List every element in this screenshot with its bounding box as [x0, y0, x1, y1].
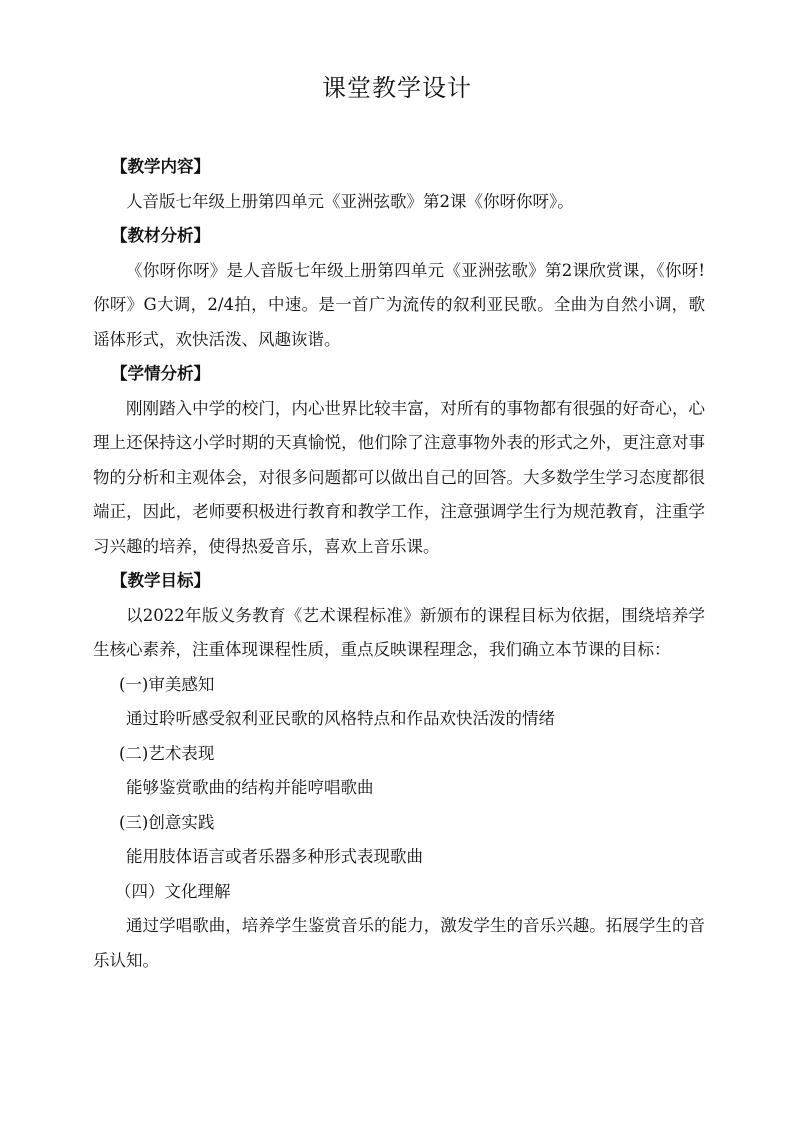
goal-label-cultural: （四）文化理解 [115, 881, 231, 901]
material-analysis-text: 《你呀你呀》是人音版七年级上册第四单元《亚洲弦歌》第2课欣赏课，《你呀!你呀》G大调，2/4拍，中速。是一首广为流传的叙利亚民歌。全曲为自然小调，歌谣体形式，欢快活泼、风趣诙谐。 [93, 260, 705, 349]
section-heading-student-analysis: 【学情分析】 [111, 364, 210, 383]
section-heading-teaching-content: 【教学内容】 [111, 157, 210, 176]
goal-text-cultural: 通过学唱歌曲，培养学生鉴赏音乐的能力，激发学生的音乐兴趣。拓展学生的音乐认知。 [93, 916, 705, 970]
student-analysis-text: 刚刚踏入中学的校门，内心世界比较丰富，对所有的事物都有很强的好奇心，心理上还保持这小学时期的天真愉悦，他们除了注意事物外表的形式之外，更注意对事物的分析和主观体会，对很多问题都可以做出自己的回答。大多数学生学习态度都很端正，因此，老师要积极进行教育和教学工作，注意强调学生行为规范教育，注重学习兴趣的培养，使得热爱音乐，喜欢上音乐课。 [93, 398, 705, 556]
teaching-goals-intro: 以2022年版义务教育《艺术课程标准》新颁布的课程目标为依据，围绕培养学生核心素养，注重体现课程性质，重点反映课程理念，我们确立本节课的目标： [93, 605, 705, 659]
goal-text-artistic: 能够鉴赏歌曲的结构并能哼唱歌曲 [126, 778, 374, 797]
section-heading-teaching-goals: 【教学目标】 [111, 571, 210, 590]
goal-label-aesthetic: (一)审美感知 [119, 674, 215, 694]
goal-text-aesthetic: 通过聆听感受叙利亚民歌的风格特点和作品欢快活泼的情绪 [126, 709, 555, 728]
section-heading-material-analysis: 【教材分析】 [111, 226, 210, 245]
document-title: 课堂教学设计 [322, 74, 472, 102]
teaching-content-text: 人音版七年级上册第四单元《亚洲弦歌》第2课《你呀你呀》。 [126, 191, 574, 211]
goal-label-creative: (三)创意实践 [119, 812, 215, 832]
document-body [93, 150, 705, 978]
goal-text-creative: 能用肢体语言或者乐器多种形式表现歌曲 [126, 847, 423, 866]
goal-label-artistic: (二)艺术表现 [119, 743, 215, 763]
